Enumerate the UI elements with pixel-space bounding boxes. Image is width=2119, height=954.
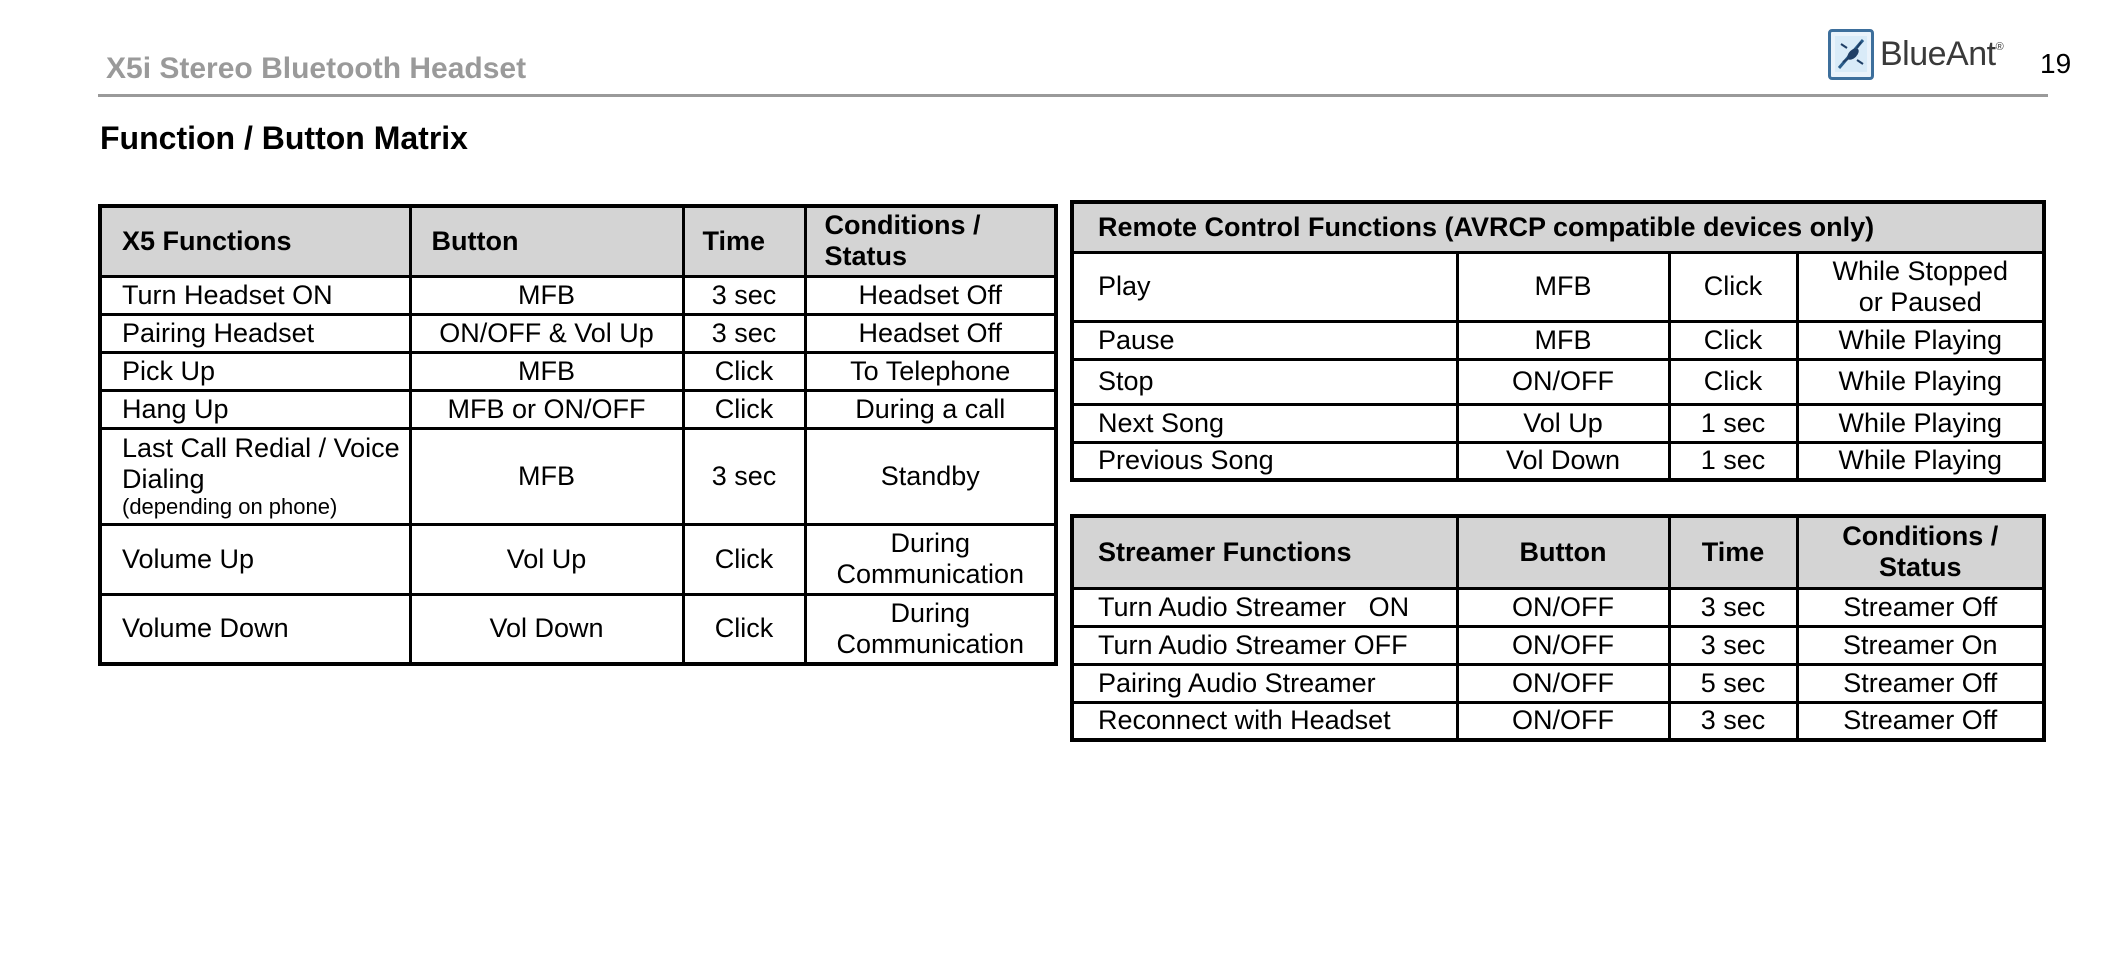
button-cell: ON/OFF bbox=[1457, 588, 1669, 626]
button-cell: MFB bbox=[410, 428, 683, 524]
brand-logo bbox=[1828, 25, 2003, 83]
column-header: Button bbox=[410, 206, 683, 276]
table-row bbox=[1072, 404, 2044, 442]
time-cell: 3 sec bbox=[683, 276, 805, 314]
table-row bbox=[1072, 442, 2044, 480]
function-cell: Turn Audio Streamer OFF bbox=[1072, 626, 1457, 664]
function-cell: Hang Up bbox=[100, 390, 410, 428]
status-cell: Headset Off bbox=[805, 276, 1056, 314]
time-cell: 1 sec bbox=[1669, 442, 1797, 480]
ant-icon bbox=[1828, 29, 1874, 80]
button-cell: Vol Down bbox=[410, 594, 683, 664]
function-cell: Reconnect with Headset bbox=[1072, 702, 1457, 740]
function-cell bbox=[100, 428, 410, 524]
table-row bbox=[100, 390, 1056, 428]
button-cell: MFB bbox=[1457, 252, 1669, 321]
column-header: Conditions / Status bbox=[1797, 516, 2044, 588]
x5-functions-table bbox=[98, 204, 1058, 666]
button-cell: MFB or ON/OFF bbox=[410, 390, 683, 428]
header-divider bbox=[98, 94, 2048, 97]
status-cell: While Playing bbox=[1797, 442, 2044, 480]
button-cell: Vol Down bbox=[1457, 442, 1669, 480]
function-cell: Volume Down bbox=[100, 594, 410, 664]
table-header-row bbox=[1072, 516, 2044, 588]
function-cell: Pause bbox=[1072, 321, 1457, 359]
button-cell: ON/OFF bbox=[1457, 359, 1669, 404]
time-cell: Click bbox=[683, 352, 805, 390]
table-row bbox=[1072, 321, 2044, 359]
time-cell: 1 sec bbox=[1669, 404, 1797, 442]
table-row bbox=[1072, 664, 2044, 702]
function-cell: Pairing Audio Streamer bbox=[1072, 664, 1457, 702]
table-row bbox=[1072, 252, 2044, 321]
time-cell: Click bbox=[1669, 252, 1797, 321]
time-cell: 3 sec bbox=[1669, 626, 1797, 664]
status-cell: While Playing bbox=[1797, 321, 2044, 359]
button-cell: ON/OFF bbox=[1457, 664, 1669, 702]
time-cell: Click bbox=[1669, 321, 1797, 359]
table-header-row bbox=[1072, 202, 2044, 252]
button-cell: Vol Up bbox=[410, 524, 683, 594]
status-cell: While Playing bbox=[1797, 404, 2044, 442]
status-cell: Standby bbox=[805, 428, 1056, 524]
status-cell: Streamer On bbox=[1797, 626, 2044, 664]
status-cell: Streamer Off bbox=[1797, 702, 2044, 740]
column-header: Time bbox=[683, 206, 805, 276]
time-cell: 3 sec bbox=[1669, 702, 1797, 740]
function-cell: Play bbox=[1072, 252, 1457, 321]
table-row bbox=[100, 594, 1056, 664]
table-header-row bbox=[100, 206, 1056, 276]
function-cell: Pick Up bbox=[100, 352, 410, 390]
button-cell: MFB bbox=[1457, 321, 1669, 359]
table-row bbox=[1072, 359, 2044, 404]
time-cell: Click bbox=[1669, 359, 1797, 404]
function-cell: Volume Up bbox=[100, 524, 410, 594]
status-cell: Headset Off bbox=[805, 314, 1056, 352]
time-cell: 3 sec bbox=[683, 314, 805, 352]
time-cell: 3 sec bbox=[683, 428, 805, 524]
status-cell: During Communication bbox=[805, 524, 1056, 594]
status-cell: While Stopped or Paused bbox=[1797, 252, 2044, 321]
column-header: X5 Functions bbox=[100, 206, 410, 276]
status-cell: Streamer Off bbox=[1797, 664, 2044, 702]
table-row bbox=[100, 352, 1056, 390]
function-note: (depending on phone) bbox=[122, 494, 338, 519]
table-row bbox=[1072, 702, 2044, 740]
status-cell: Streamer Off bbox=[1797, 588, 2044, 626]
table-row bbox=[100, 314, 1056, 352]
document-title: X5i Stereo Bluetooth Headset bbox=[106, 52, 527, 85]
button-cell: MFB bbox=[410, 276, 683, 314]
status-cell: During a call bbox=[805, 390, 1056, 428]
button-cell: ON/OFF bbox=[1457, 626, 1669, 664]
page-number: 19 bbox=[2040, 48, 2072, 79]
table-row bbox=[100, 428, 1056, 524]
status-cell: While Playing bbox=[1797, 359, 2044, 404]
function-cell: Pairing Headset bbox=[100, 314, 410, 352]
logo-wordmark: BlueAnt® bbox=[1880, 34, 2004, 73]
streamer-functions-table bbox=[1070, 514, 2046, 742]
function-cell: Turn Headset ON bbox=[100, 276, 410, 314]
remote-control-table bbox=[1070, 200, 2046, 482]
function-cell: Turn Audio Streamer ON bbox=[1072, 588, 1457, 626]
time-cell: 3 sec bbox=[1669, 588, 1797, 626]
status-cell: During Communication bbox=[805, 594, 1056, 664]
table-title: Remote Control Functions (AVRCP compatible devices only) bbox=[1072, 202, 2044, 252]
button-cell: MFB bbox=[410, 352, 683, 390]
time-cell: Click bbox=[683, 390, 805, 428]
time-cell: Click bbox=[683, 524, 805, 594]
table-row bbox=[1072, 588, 2044, 626]
page-heading: Function / Button Matrix bbox=[100, 120, 468, 156]
column-header: Button bbox=[1457, 516, 1669, 588]
column-header: Time bbox=[1669, 516, 1797, 588]
function-label: Last Call Redial / Voice Dialing bbox=[122, 433, 400, 494]
time-cell: 5 sec bbox=[1669, 664, 1797, 702]
table-row bbox=[100, 276, 1056, 314]
button-cell: ON/OFF & Vol Up bbox=[410, 314, 683, 352]
column-header: Conditions / Status bbox=[805, 206, 1056, 276]
function-cell: Previous Song bbox=[1072, 442, 1457, 480]
table-row bbox=[1072, 626, 2044, 664]
button-cell: Vol Up bbox=[1457, 404, 1669, 442]
time-cell: Click bbox=[683, 594, 805, 664]
function-cell: Stop bbox=[1072, 359, 1457, 404]
function-cell: Next Song bbox=[1072, 404, 1457, 442]
column-header: Streamer Functions bbox=[1072, 516, 1457, 588]
button-cell: ON/OFF bbox=[1457, 702, 1669, 740]
table-row bbox=[100, 524, 1056, 594]
status-cell: To Telephone bbox=[805, 352, 1056, 390]
